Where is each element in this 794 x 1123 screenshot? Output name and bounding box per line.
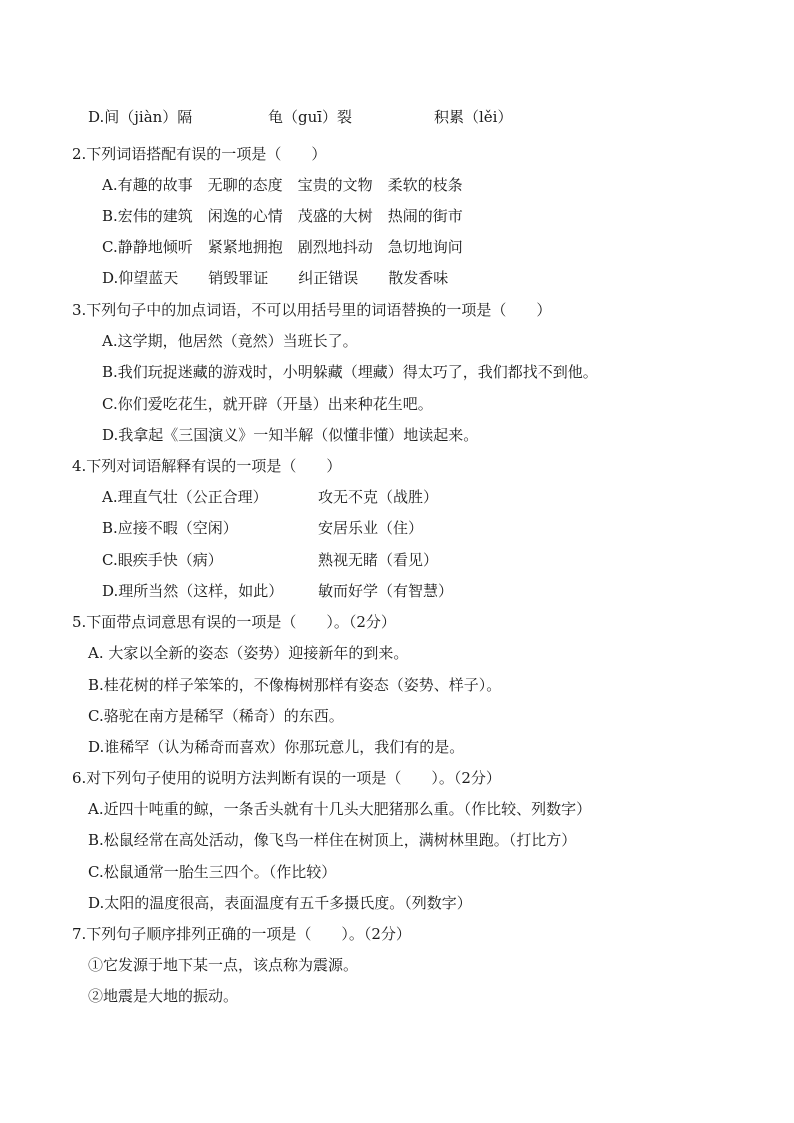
question-3-option-b: B.我们玩捉迷藏的游戏时，小明躲藏（埋藏）得太巧了，我们都找不到他。 xyxy=(102,363,598,381)
question-4-option-b-left: B.应接不暇（空闲） xyxy=(102,519,238,537)
question-5-stem: 5.下面带点词意思有误的一项是（ ）。（2分） xyxy=(72,613,396,631)
question-2-option-b: B.宏伟的建筑 闲逸的心情 茂盛的大树 热闹的街市 xyxy=(102,207,463,225)
question-5-option-d: D.谁稀罕（认为稀奇而喜欢）你那玩意儿，我们有的是。 xyxy=(88,738,465,756)
question-6-option-c: C.松鼠通常一胎生三四个。（作比较） xyxy=(88,863,337,881)
question-5-option-c: C.骆驼在南方是稀罕（稀奇）的东西。 xyxy=(88,707,344,725)
question-4-option-a-right: 攻无不克（战胜） xyxy=(318,488,439,506)
question-2-option-c: C.静静地倾听 紧紧地拥抱 剧烈地抖动 急切地询问 xyxy=(102,238,463,256)
question-5-option-a: A. 大家以全新的姿态（姿势）迎接新年的到来。 xyxy=(88,644,409,662)
question-4-option-b-right: 安居乐业（住） xyxy=(318,519,424,537)
question-7-stem: 7.下列句子顺序排列正确的一项是（ ）。（2分） xyxy=(72,925,411,943)
question-7-sentence-2: ②地震是大地的振动。 xyxy=(88,987,239,1005)
question-3-stem: 3.下列句子中的加点词语，不可以用括号里的词语替换的一项是（ ） xyxy=(72,301,552,319)
q1-option-d-item3: 积累（lěi） xyxy=(434,108,513,126)
q1-option-d-item1: D.间（jiàn）隔 xyxy=(88,108,193,126)
question-6-option-a: A.近四十吨重的鲸，一条舌头就有十几头大肥猪那么重。（作比较、列数字） xyxy=(88,800,592,818)
question-4-option-d-right: 敏而好学（有智慧） xyxy=(318,582,454,600)
question-6-option-d: D.太阳的温度很高，表面温度有五千多摄氏度。（列数字） xyxy=(88,894,472,912)
question-4-option-a-left: A.理直气壮（公正合理） xyxy=(102,488,268,506)
question-3-option-d: D.我拿起《三国演义》一知半解（似懂非懂）地读起来。 xyxy=(102,426,479,444)
question-4-option-c-left: C.眼疾手快（病） xyxy=(102,551,223,569)
question-4-option-d-left: D.理所当然（这样，如此） xyxy=(102,582,284,600)
question-2-option-d: D.仰望蓝天 销毁罪证 纠正错误 散发香味 xyxy=(102,269,449,287)
q1-option-d-item2: 龟（guī）裂 xyxy=(268,108,353,126)
question-4-stem: 4.下列对词语解释有误的一项是（ ） xyxy=(72,457,342,475)
question-3-option-a: A.这学期，他居然（竟然）当班长了。 xyxy=(102,332,358,350)
question-7-sentence-1: ①它发源于地下某一点，该点称为震源。 xyxy=(88,956,359,974)
question-5-option-b: B.桂花树的样子笨笨的，不像梅树那样有姿态（姿势、样子）。 xyxy=(88,676,502,694)
question-2-stem: 2.下列词语搭配有误的一项是（ ） xyxy=(72,145,327,163)
question-3-option-c: C.你们爱吃花生，就开辟（开垦）出来种花生吧。 xyxy=(102,395,433,413)
question-6-stem: 6.对下列句子使用的说明方法判断有误的一项是（ ）。（2分） xyxy=(72,769,501,787)
question-4-option-c-right: 熟视无睹（看见） xyxy=(318,551,439,569)
question-2-option-a: A.有趣的故事 无聊的态度 宝贵的文物 柔软的枝条 xyxy=(102,176,463,194)
question-6-option-b: B.松鼠经常在高处活动，像飞鸟一样住在树顶上，满树林里跑。（打比方） xyxy=(88,831,577,849)
